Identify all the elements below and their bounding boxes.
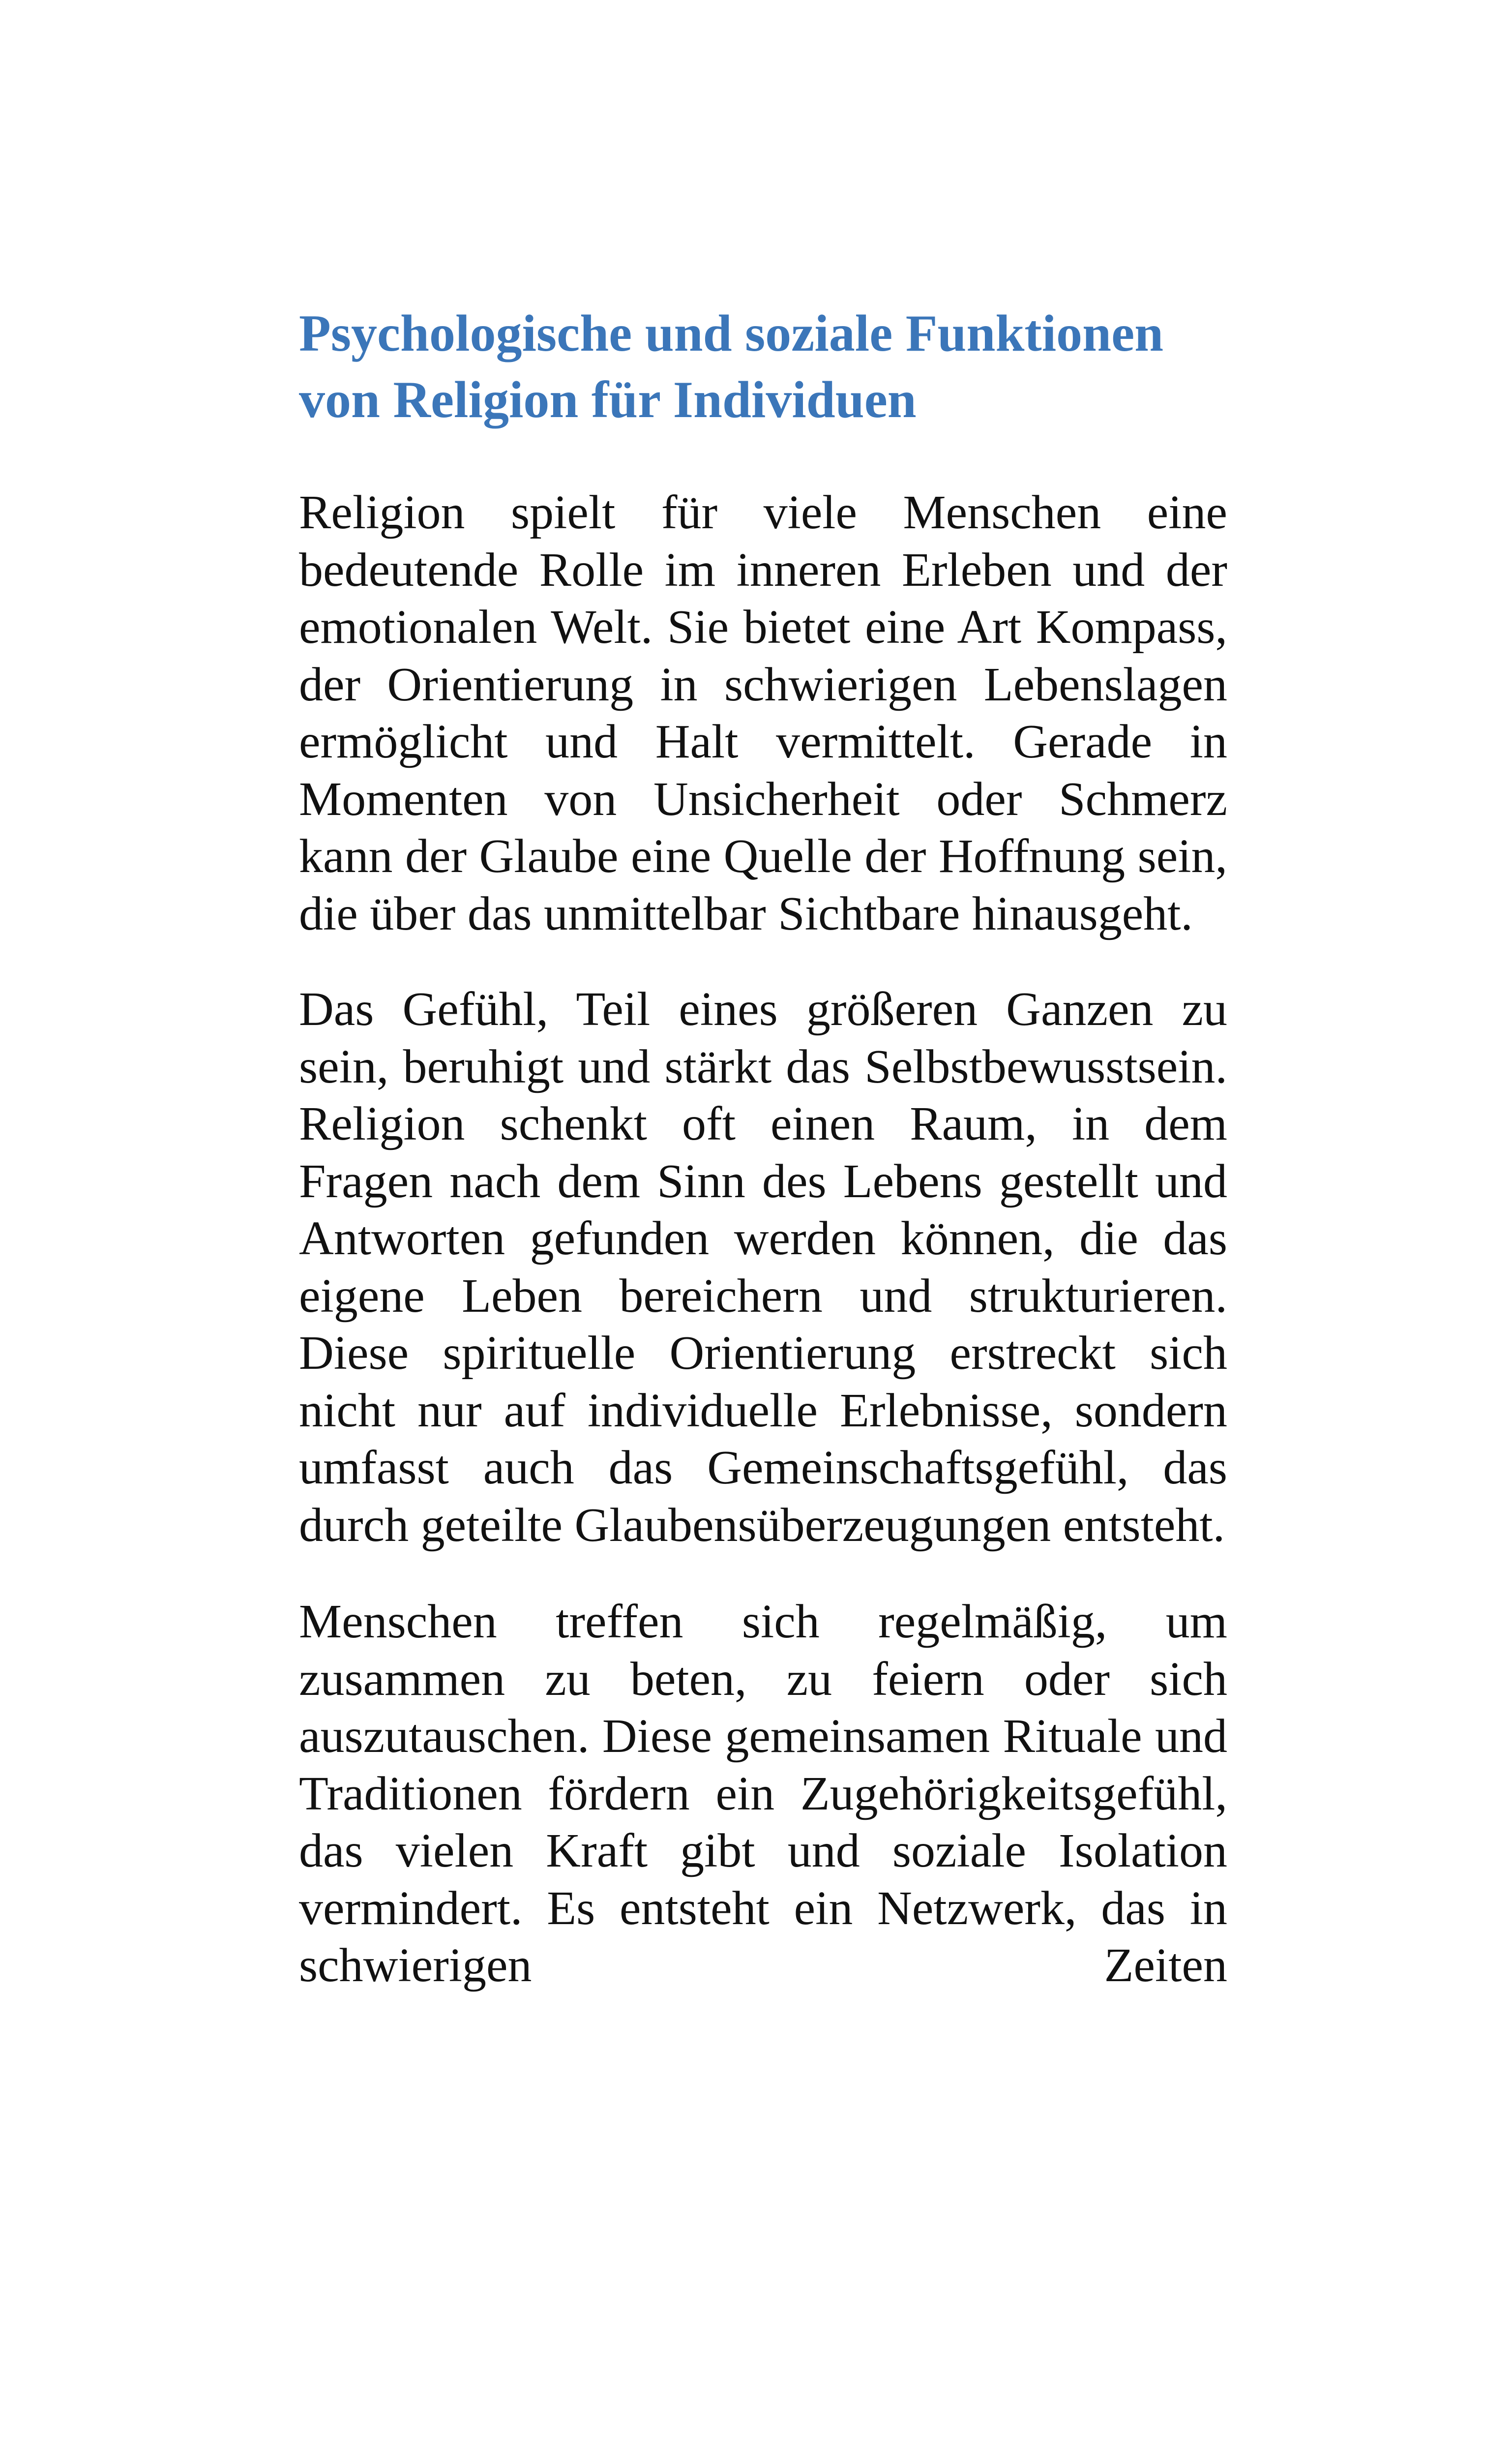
paragraph-2: Das Gefühl, Teil eines größeren Ganzen zu sein, beruhigt und stärkt das Selbstbewusstsein. Religion schenkt oft einen Raum, in dem Fragen nach dem Sinn des Lebens gestellt und Antworten gefunden werden können, die das eigene Leben bereichern und strukturieren. Diese spirituelle Orientierung erstreckt sich nicht nur auf individuelle Erlebnisse, sondern umfasst auch das Gemeinschaftsgefühl, das durch geteilte Glaubensüberzeugungen entsteht. (299, 983, 1227, 1552)
document-title: Psychologische und soziale Funktionen von Religion für Individuen (299, 304, 1164, 428)
paragraph-1: Religion spielt für viele Menschen eine bedeutende Rolle im inneren Erleben und der emotionalen Welt. Sie bietet eine Art Kompass, der Orientierung in schwierigen Lebenslagen ermöglicht und Halt vermittelt. Gerade in Momenten von Unsicherheit oder Schmerz kann der Glaube eine Quelle der Hoffnung sein, die über das unmittelbar Sichtbare hinausgeht. (299, 486, 1227, 940)
paragraph-3: Menschen treffen sich regelmäßig, um zusammen zu beten, zu feiern oder sich auszutauschen. Diese gemeinsamen Rituale und Traditionen fördern ein Zugehörigkeitsgefühl, das vielen Kraft gibt und soziale Isolation vermindert. Es entsteht ein Netzwerk, das in schwierigen Zeiten (299, 1595, 1227, 1992)
document-content (299, 300, 1227, 1994)
